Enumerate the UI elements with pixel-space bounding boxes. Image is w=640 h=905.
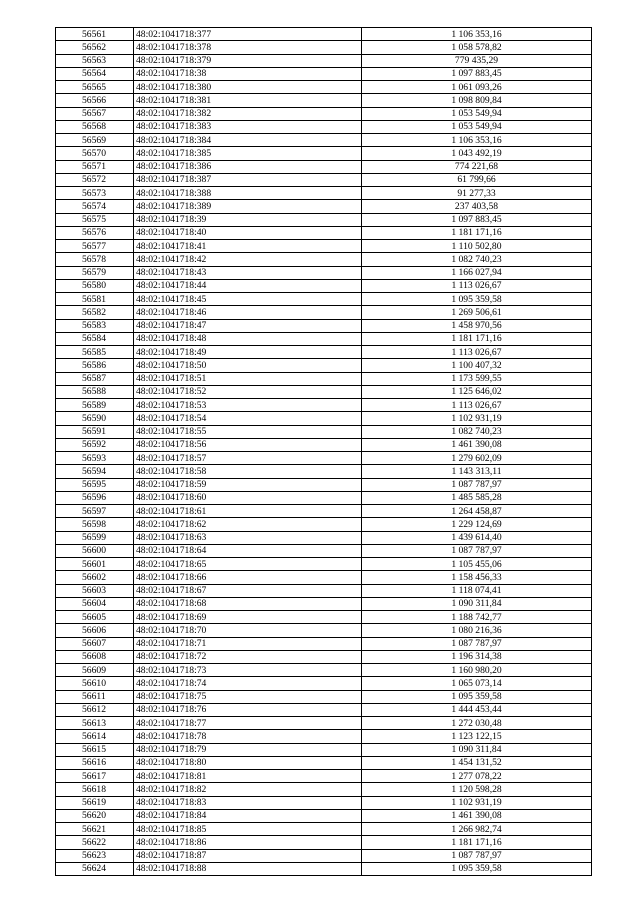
cadastral-number: 48:02:1041718:382 (134, 107, 362, 120)
row-number: 56598 (56, 518, 134, 531)
cadastral-value: 1 106 353,16 (362, 28, 592, 41)
table-row (56, 200, 592, 213)
table-row (56, 67, 592, 80)
cadastral-number: 48:02:1041718:73 (134, 664, 362, 677)
table-row (56, 279, 592, 292)
cadastral-value: 1 053 549,94 (362, 120, 592, 133)
cadastral-number: 48:02:1041718:50 (134, 359, 362, 372)
row-number: 56590 (56, 412, 134, 425)
cadastral-number: 48:02:1041718:76 (134, 703, 362, 716)
cadastral-number: 48:02:1041718:46 (134, 306, 362, 319)
table-row (56, 862, 592, 875)
cadastral-value: 1 082 740,23 (362, 425, 592, 438)
cadastral-number: 48:02:1041718:64 (134, 544, 362, 557)
cadastral-value: 1 264 458,87 (362, 505, 592, 518)
cadastral-value-table (55, 27, 592, 876)
cadastral-number: 48:02:1041718:387 (134, 173, 362, 186)
cadastral-value: 91 277,33 (362, 187, 592, 200)
cadastral-value: 1 485 585,28 (362, 491, 592, 504)
row-number: 56615 (56, 743, 134, 756)
table-row (56, 770, 592, 783)
row-number: 56562 (56, 41, 134, 54)
table-row (56, 452, 592, 465)
cadastral-number: 48:02:1041718:48 (134, 332, 362, 345)
table-row (56, 505, 592, 518)
row-number: 56621 (56, 823, 134, 836)
cadastral-value: 779 435,29 (362, 54, 592, 67)
row-number: 56617 (56, 770, 134, 783)
cadastral-number: 48:02:1041718:77 (134, 717, 362, 730)
table-row (56, 849, 592, 862)
table-row (56, 717, 592, 730)
table-row (56, 544, 592, 557)
row-number: 56602 (56, 571, 134, 584)
cadastral-number: 48:02:1041718:87 (134, 849, 362, 862)
table-row (56, 796, 592, 809)
table-row (56, 107, 592, 120)
cadastral-value: 1 143 313,11 (362, 465, 592, 478)
cadastral-value: 1 095 359,58 (362, 293, 592, 306)
cadastral-number: 48:02:1041718:82 (134, 783, 362, 796)
table-row (56, 491, 592, 504)
cadastral-value: 1 113 026,67 (362, 279, 592, 292)
row-number: 56603 (56, 584, 134, 597)
row-number: 56571 (56, 160, 134, 173)
cadastral-number: 48:02:1041718:83 (134, 796, 362, 809)
table-row (56, 173, 592, 186)
table-row (56, 266, 592, 279)
cadastral-value: 1 277 078,22 (362, 770, 592, 783)
cadastral-number: 48:02:1041718:88 (134, 862, 362, 875)
cadastral-number: 48:02:1041718:43 (134, 266, 362, 279)
table-row (56, 306, 592, 319)
row-number: 56601 (56, 558, 134, 571)
cadastral-number: 48:02:1041718:55 (134, 425, 362, 438)
cadastral-number: 48:02:1041718:40 (134, 226, 362, 239)
cadastral-value: 61 799,66 (362, 173, 592, 186)
cadastral-value: 1 102 931,19 (362, 412, 592, 425)
row-number: 56619 (56, 796, 134, 809)
cadastral-number: 48:02:1041718:66 (134, 571, 362, 584)
cadastral-value: 1 043 492,19 (362, 147, 592, 160)
table-row (56, 438, 592, 451)
table-row (56, 611, 592, 624)
cadastral-value: 1 181 171,16 (362, 332, 592, 345)
cadastral-value: 1 444 453,44 (362, 703, 592, 716)
row-number: 56564 (56, 67, 134, 80)
table-row (56, 346, 592, 359)
table-body (56, 28, 592, 876)
row-number: 56595 (56, 478, 134, 491)
row-number: 56613 (56, 717, 134, 730)
table-row (56, 54, 592, 67)
cadastral-value: 1 105 455,06 (362, 558, 592, 571)
cadastral-number: 48:02:1041718:71 (134, 637, 362, 650)
cadastral-number: 48:02:1041718:68 (134, 597, 362, 610)
row-number: 56612 (56, 703, 134, 716)
row-number: 56584 (56, 332, 134, 345)
table-row (56, 213, 592, 226)
table-row (56, 81, 592, 94)
cadastral-number: 48:02:1041718:59 (134, 478, 362, 491)
cadastral-number: 48:02:1041718:53 (134, 399, 362, 412)
cadastral-number: 48:02:1041718:38 (134, 67, 362, 80)
cadastral-number: 48:02:1041718:81 (134, 770, 362, 783)
table-row (56, 650, 592, 663)
table-row (56, 293, 592, 306)
table-row (56, 664, 592, 677)
cadastral-value: 1 118 074,41 (362, 584, 592, 597)
cadastral-value: 1 188 742,77 (362, 611, 592, 624)
cadastral-number: 48:02:1041718:69 (134, 611, 362, 624)
row-number: 56589 (56, 399, 134, 412)
row-number: 56614 (56, 730, 134, 743)
table-row (56, 226, 592, 239)
cadastral-value: 1 102 931,19 (362, 796, 592, 809)
cadastral-number: 48:02:1041718:57 (134, 452, 362, 465)
cadastral-value: 1 181 171,16 (362, 836, 592, 849)
cadastral-number: 48:02:1041718:74 (134, 677, 362, 690)
row-number: 56604 (56, 597, 134, 610)
cadastral-number: 48:02:1041718:389 (134, 200, 362, 213)
row-number: 56622 (56, 836, 134, 849)
cadastral-value: 1 181 171,16 (362, 226, 592, 239)
cadastral-number: 48:02:1041718:47 (134, 319, 362, 332)
table-row (56, 571, 592, 584)
cadastral-number: 48:02:1041718:39 (134, 213, 362, 226)
cadastral-number: 48:02:1041718:85 (134, 823, 362, 836)
table-row (56, 41, 592, 54)
row-number: 56578 (56, 253, 134, 266)
row-number: 56592 (56, 438, 134, 451)
table-row (56, 597, 592, 610)
row-number: 56623 (56, 849, 134, 862)
cadastral-number: 48:02:1041718:378 (134, 41, 362, 54)
cadastral-value: 1 097 883,45 (362, 67, 592, 80)
cadastral-value: 1 098 809,84 (362, 94, 592, 107)
cadastral-value: 1 123 122,15 (362, 730, 592, 743)
cadastral-number: 48:02:1041718:61 (134, 505, 362, 518)
row-number: 56610 (56, 677, 134, 690)
table-row (56, 558, 592, 571)
table-row (56, 425, 592, 438)
cadastral-value: 1 454 131,52 (362, 756, 592, 769)
cadastral-value: 1 080 216,36 (362, 624, 592, 637)
row-number: 56594 (56, 465, 134, 478)
cadastral-number: 48:02:1041718:62 (134, 518, 362, 531)
cadastral-number: 48:02:1041718:377 (134, 28, 362, 41)
row-number: 56593 (56, 452, 134, 465)
cadastral-value: 1 461 390,08 (362, 809, 592, 822)
table-row (56, 385, 592, 398)
row-number: 56599 (56, 531, 134, 544)
cadastral-number: 48:02:1041718:384 (134, 134, 362, 147)
table-row (56, 332, 592, 345)
row-number: 56585 (56, 346, 134, 359)
table-row (56, 743, 592, 756)
table-row (56, 624, 592, 637)
cadastral-number: 48:02:1041718:380 (134, 81, 362, 94)
cadastral-value: 1 087 787,97 (362, 478, 592, 491)
row-number: 56582 (56, 306, 134, 319)
table-row (56, 253, 592, 266)
cadastral-value: 1 097 883,45 (362, 213, 592, 226)
row-number: 56591 (56, 425, 134, 438)
cadastral-value: 1 120 598,28 (362, 783, 592, 796)
cadastral-value: 1 272 030,48 (362, 717, 592, 730)
row-number: 56624 (56, 862, 134, 875)
cadastral-number: 48:02:1041718:58 (134, 465, 362, 478)
row-number: 56596 (56, 491, 134, 504)
cadastral-number: 48:02:1041718:63 (134, 531, 362, 544)
table-row (56, 359, 592, 372)
cadastral-value: 1 160 980,20 (362, 664, 592, 677)
cadastral-value: 1 110 502,80 (362, 240, 592, 253)
row-number: 56587 (56, 372, 134, 385)
cadastral-number: 48:02:1041718:72 (134, 650, 362, 663)
cadastral-value: 1 100 407,32 (362, 359, 592, 372)
table-row (56, 160, 592, 173)
row-number: 56561 (56, 28, 134, 41)
table-row (56, 240, 592, 253)
cadastral-number: 48:02:1041718:65 (134, 558, 362, 571)
cadastral-value: 1 166 027,94 (362, 266, 592, 279)
cadastral-value: 1 173 599,55 (362, 372, 592, 385)
cadastral-value: 1 082 740,23 (362, 253, 592, 266)
table-row (56, 134, 592, 147)
row-number: 56576 (56, 226, 134, 239)
row-number: 56618 (56, 783, 134, 796)
cadastral-value: 1 095 359,58 (362, 862, 592, 875)
row-number: 56608 (56, 650, 134, 663)
cadastral-number: 48:02:1041718:86 (134, 836, 362, 849)
cadastral-value: 1 229 124,69 (362, 518, 592, 531)
row-number: 56565 (56, 81, 134, 94)
row-number: 56580 (56, 279, 134, 292)
row-number: 56583 (56, 319, 134, 332)
cadastral-value: 1 065 073,14 (362, 677, 592, 690)
cadastral-value: 1 095 359,58 (362, 690, 592, 703)
table-row (56, 412, 592, 425)
row-number: 56566 (56, 94, 134, 107)
cadastral-number: 48:02:1041718:79 (134, 743, 362, 756)
row-number: 56605 (56, 611, 134, 624)
cadastral-value: 1 461 390,08 (362, 438, 592, 451)
cadastral-number: 48:02:1041718:54 (134, 412, 362, 425)
cadastral-value: 1 053 549,94 (362, 107, 592, 120)
table-row (56, 147, 592, 160)
row-number: 56616 (56, 756, 134, 769)
row-number: 56577 (56, 240, 134, 253)
cadastral-number: 48:02:1041718:70 (134, 624, 362, 637)
cadastral-value: 1 458 970,56 (362, 319, 592, 332)
cadastral-number: 48:02:1041718:45 (134, 293, 362, 306)
cadastral-number: 48:02:1041718:60 (134, 491, 362, 504)
row-number: 56575 (56, 213, 134, 226)
row-number: 56588 (56, 385, 134, 398)
cadastral-value: 1 090 311,84 (362, 743, 592, 756)
table-row (56, 187, 592, 200)
cadastral-value: 1 196 314,38 (362, 650, 592, 663)
row-number: 56572 (56, 173, 134, 186)
cadastral-value: 1 087 787,97 (362, 544, 592, 557)
cadastral-number: 48:02:1041718:386 (134, 160, 362, 173)
row-number: 56620 (56, 809, 134, 822)
table-row (56, 531, 592, 544)
table-row (56, 809, 592, 822)
cadastral-value: 1 439 614,40 (362, 531, 592, 544)
row-number: 56573 (56, 187, 134, 200)
row-number: 56570 (56, 147, 134, 160)
table-row (56, 836, 592, 849)
table-row (56, 756, 592, 769)
cadastral-value: 1 158 456,33 (362, 571, 592, 584)
cadastral-value: 1 113 026,67 (362, 399, 592, 412)
row-number: 56600 (56, 544, 134, 557)
cadastral-value: 774 221,68 (362, 160, 592, 173)
cadastral-value: 1 087 787,97 (362, 849, 592, 862)
table-row (56, 319, 592, 332)
row-number: 56579 (56, 266, 134, 279)
cadastral-number: 48:02:1041718:379 (134, 54, 362, 67)
cadastral-number: 48:02:1041718:381 (134, 94, 362, 107)
row-number: 56607 (56, 637, 134, 650)
table-row (56, 677, 592, 690)
row-number: 56606 (56, 624, 134, 637)
row-number: 56611 (56, 690, 134, 703)
table-row (56, 584, 592, 597)
cadastral-value: 1 269 506,61 (362, 306, 592, 319)
row-number: 56586 (56, 359, 134, 372)
table-row (56, 465, 592, 478)
table-row (56, 372, 592, 385)
cadastral-number: 48:02:1041718:42 (134, 253, 362, 266)
cadastral-number: 48:02:1041718:84 (134, 809, 362, 822)
cadastral-number: 48:02:1041718:78 (134, 730, 362, 743)
table-row (56, 823, 592, 836)
cadastral-number: 48:02:1041718:75 (134, 690, 362, 703)
table-row (56, 730, 592, 743)
row-number: 56574 (56, 200, 134, 213)
cadastral-number: 48:02:1041718:67 (134, 584, 362, 597)
cadastral-number: 48:02:1041718:52 (134, 385, 362, 398)
cadastral-number: 48:02:1041718:51 (134, 372, 362, 385)
table-row (56, 120, 592, 133)
table-row (56, 94, 592, 107)
row-number: 56569 (56, 134, 134, 147)
cadastral-value: 1 279 602,09 (362, 452, 592, 465)
cadastral-value: 237 403,58 (362, 200, 592, 213)
row-number: 56609 (56, 664, 134, 677)
cadastral-value: 1 106 353,16 (362, 134, 592, 147)
row-number: 56567 (56, 107, 134, 120)
row-number: 56563 (56, 54, 134, 67)
row-number: 56568 (56, 120, 134, 133)
cadastral-value: 1 125 646,02 (362, 385, 592, 398)
cadastral-number: 48:02:1041718:80 (134, 756, 362, 769)
cadastral-value: 1 061 093,26 (362, 81, 592, 94)
row-number: 56581 (56, 293, 134, 306)
table-row (56, 703, 592, 716)
table-row (56, 518, 592, 531)
cadastral-number: 48:02:1041718:49 (134, 346, 362, 359)
cadastral-number: 48:02:1041718:41 (134, 240, 362, 253)
cadastral-number: 48:02:1041718:44 (134, 279, 362, 292)
table-row (56, 637, 592, 650)
cadastral-value: 1 090 311,84 (362, 597, 592, 610)
cadastral-value: 1 087 787,97 (362, 637, 592, 650)
cadastral-value: 1 266 982,74 (362, 823, 592, 836)
cadastral-number: 48:02:1041718:56 (134, 438, 362, 451)
cadastral-value: 1 113 026,67 (362, 346, 592, 359)
table-row (56, 783, 592, 796)
row-number: 56597 (56, 505, 134, 518)
cadastral-number: 48:02:1041718:385 (134, 147, 362, 160)
cadastral-number: 48:02:1041718:388 (134, 187, 362, 200)
table-row (56, 690, 592, 703)
table-row (56, 478, 592, 491)
cadastral-number: 48:02:1041718:383 (134, 120, 362, 133)
table-row (56, 28, 592, 41)
table-row (56, 399, 592, 412)
cadastral-value: 1 058 578,82 (362, 41, 592, 54)
